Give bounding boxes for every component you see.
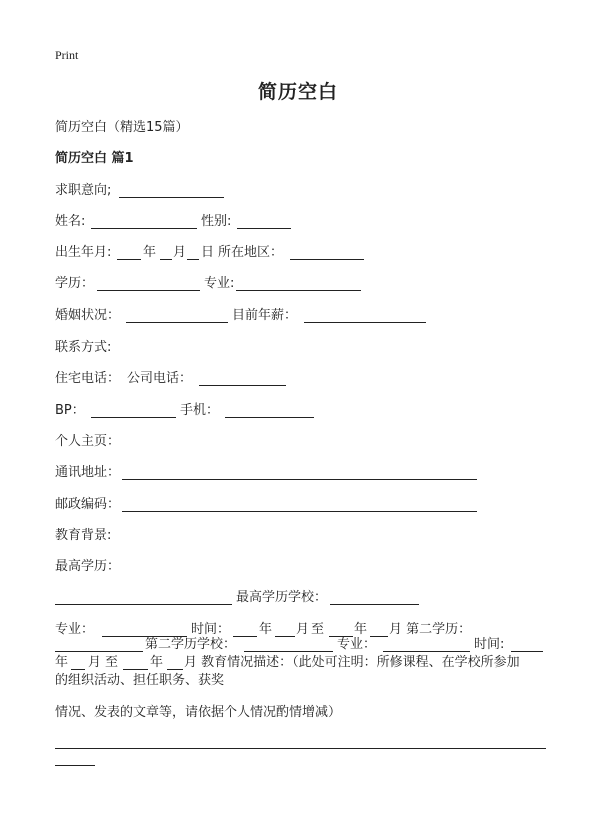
second-school-field[interactable] [244, 651, 333, 652]
postcode-label: 邮政编码： [55, 497, 121, 512]
major2-label: 专业： [55, 622, 95, 637]
page-title: 简历空白 [258, 81, 339, 103]
edu-desc-field[interactable] [55, 748, 546, 749]
education-field[interactable] [97, 290, 200, 291]
birth-month-field[interactable] [160, 259, 172, 260]
current-salary-field[interactable] [304, 322, 426, 323]
time2-start-month-field[interactable] [71, 669, 85, 670]
highest-degree-label: 最高学历： [55, 559, 121, 574]
bp-label: BP： [55, 403, 85, 418]
birth-month-unit: 月 [173, 245, 187, 260]
postcode-field[interactable] [122, 511, 477, 512]
marital-status-label: 婚姻状况： [55, 308, 121, 323]
home-phone-label: 住宅电话： [55, 371, 121, 386]
contact-label: 联系方式: [55, 340, 112, 355]
bp-field[interactable] [91, 417, 176, 418]
office-phone-label: 公司电话： [127, 371, 193, 386]
time-label: 时间： [191, 622, 231, 637]
time2-start-month-unit: 月 [88, 655, 102, 670]
time-start-month-field[interactable] [275, 636, 295, 637]
name-field[interactable] [91, 228, 197, 229]
education-label: 学历： [55, 276, 95, 291]
time2-to-label: 至 [105, 655, 119, 670]
location-field[interactable] [290, 259, 364, 260]
time2-end-month-field[interactable] [167, 669, 183, 670]
gender-label: 性别: [201, 214, 232, 229]
office-phone-field[interactable] [199, 385, 286, 386]
gender-field[interactable] [237, 228, 291, 229]
edu-desc-cont: 的组织活动、担任职务、获奖 [55, 673, 225, 688]
second-degree-label: 月 第二学历： [389, 622, 472, 637]
major-label: 专业: [204, 276, 235, 291]
time-start-year-unit: 年 [259, 622, 273, 637]
time2-end-year-unit: 年 [150, 655, 164, 670]
current-salary-label: 目前年薪： [232, 308, 298, 323]
section-heading: 简历空白 篇1 [55, 151, 134, 166]
subtitle: 简历空白（精选15篇） [55, 120, 189, 135]
time2-start-year-field[interactable] [511, 651, 543, 652]
address-field[interactable] [122, 479, 477, 480]
second-school-label: 第二学历学校： [145, 637, 237, 652]
time-start-year-field[interactable] [233, 636, 257, 637]
major3-label: 专业： [337, 637, 377, 652]
mobile-label: 手机： [180, 403, 220, 418]
location-label: 所在地区： [218, 245, 284, 260]
second-degree-field[interactable] [55, 651, 143, 652]
mobile-field[interactable] [225, 417, 314, 418]
name-label: 姓名: [55, 214, 86, 229]
edu-desc-label: 月 教育情况描述：（此处可注明：所修课程、在学校所参加 [184, 655, 520, 670]
edu-desc-cont2: 情况、发表的文章等，请依据个人情况酌情增减） [55, 705, 342, 720]
birth-label: 出生年月: [55, 245, 112, 260]
birth-day-field[interactable] [187, 259, 199, 260]
major-field[interactable] [236, 290, 361, 291]
highest-degree-field[interactable] [55, 604, 232, 605]
time-to-label: 至 [311, 622, 325, 637]
job-intent-label: 求职意向; [55, 183, 112, 198]
time2-start-year-unit: 年 [55, 655, 69, 670]
time2-label: 时间: [474, 637, 505, 652]
birth-year-unit: 年 [143, 245, 157, 260]
birth-day-unit: 日 [201, 245, 215, 260]
highest-school-field[interactable] [330, 604, 419, 605]
address-label: 通讯地址： [55, 465, 121, 480]
major3-field[interactable] [383, 651, 470, 652]
time-end-year-unit: 年 [354, 622, 368, 637]
edu-desc-field-end[interactable] [55, 765, 95, 766]
time2-end-year-field[interactable] [123, 669, 148, 670]
marital-status-field[interactable] [126, 322, 228, 323]
print-link[interactable]: Print [55, 48, 79, 62]
time-start-month-unit: 月 [296, 622, 310, 637]
birth-year-field[interactable] [117, 259, 141, 260]
edu-background-label: 教育背景: [55, 528, 112, 543]
homepage-label: 个人主页： [55, 434, 121, 449]
highest-school-label: 最高学历学校： [236, 590, 328, 605]
job-intent-field[interactable] [119, 197, 224, 198]
